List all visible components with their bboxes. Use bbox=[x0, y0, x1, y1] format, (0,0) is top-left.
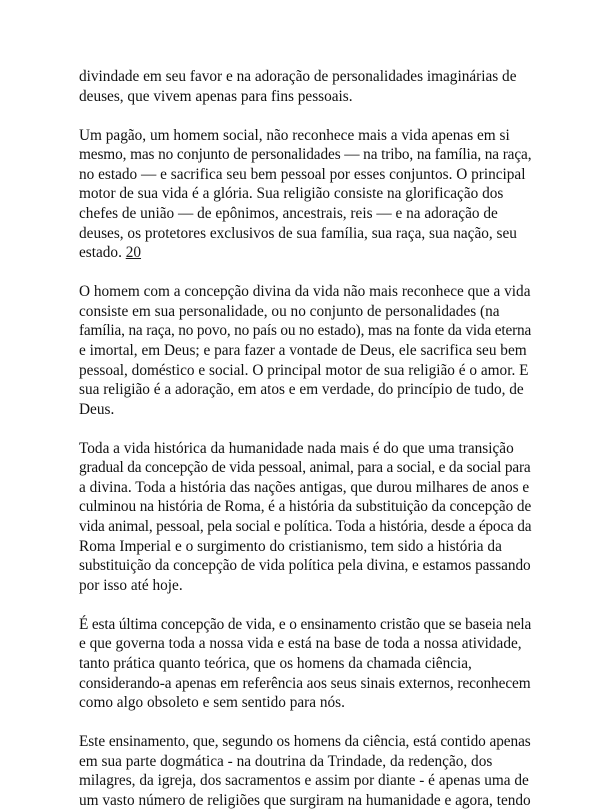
text-line: e que governa toda a nossa vida e está na base de toda a nossa atividade, bbox=[79, 635, 522, 653]
paragraph-2 bbox=[79, 126, 531, 263]
text-line: motor de sua vida é a glória. Sua religião consiste na glorificação dos bbox=[79, 185, 504, 203]
text-line: como algo obsoleto e sem sentido para nós. bbox=[79, 694, 345, 712]
text-line: milagres, da igreja, dos sacramentos e assim por diante - é apenas uma de bbox=[79, 772, 529, 790]
text-line: consiste em sua personalidade, ou no conjunto de personalidades (na bbox=[79, 302, 500, 320]
text-line: Um pagão, um homem social, não reconhece mais a vida apenas em si bbox=[79, 126, 510, 144]
text-line: Este ensinamento, que, segundo os homens da ciência, está contido apenas bbox=[79, 733, 531, 751]
text-line: por isso até hoje. bbox=[79, 576, 183, 594]
text-line: família, na raça, no povo, no país ou no estado), mas na fonte da vida eterna bbox=[79, 322, 532, 340]
text-line: sua religião é a adoração, em atos e em verdade, do princípio de tudo, de bbox=[79, 381, 524, 399]
paragraph-6 bbox=[79, 732, 531, 810]
text-line-end: estado. bbox=[79, 244, 122, 262]
text-line: pessoal, doméstico e social. O principal motor de sua religião é o amor. E bbox=[79, 361, 529, 379]
text-line: mesmo, mas no conjunto de personalidades — na tribo, na família, na raça, bbox=[79, 146, 532, 164]
text-line: vida animal, pessoal, pela social e política. Toda a história, desde a época da bbox=[79, 518, 532, 536]
text-line: gradual da concepção de vida pessoal, animal, para a social, e da social para bbox=[79, 459, 531, 477]
text-line: Roma Imperial e o surgimento do cristianismo, tem sido a história da bbox=[79, 537, 502, 555]
text-line: culminou na história de Roma, é a história da substituição da concepção de bbox=[79, 498, 532, 516]
text-line: chefes de união — de epônimos, ancestrais, reis — e na adoração de bbox=[79, 204, 498, 222]
paragraph-5 bbox=[79, 615, 531, 713]
text-line: em sua parte dogmática - na doutrina da Trindade, da redenção, dos bbox=[79, 752, 493, 770]
text-line-with-footnote bbox=[79, 243, 531, 263]
text-line: um vasto número de religiões que surgiram na humanidade e agora, tendo bbox=[79, 791, 531, 809]
text-line: O homem com a concepção divina da vida não mais reconhece que a vida bbox=[79, 283, 531, 301]
text-line: considerando-a apenas em referência aos seus sinais externos, reconhecem bbox=[79, 674, 531, 692]
text-line: no estado — e sacrifica seu bem pessoal por esses conjuntos. O principal bbox=[79, 165, 526, 183]
text-line: É esta última concepção de vida, e o ensinamento cristão que se baseia nela bbox=[79, 615, 532, 633]
text-line: a divina. Toda a história das nações antigas, que durou milhares de anos e bbox=[79, 478, 530, 496]
text-line: divindade em seu favor e na adoração de personalidades imaginárias de bbox=[79, 68, 517, 85]
text-line: Toda a vida histórica da humanidade nada mais é do que uma transição bbox=[79, 439, 514, 457]
text-line: deuses, que vivem apenas para fins pessoais. bbox=[79, 87, 353, 105]
paragraph-3 bbox=[79, 282, 531, 419]
text-line: substituição da concepção de vida política pela divina, e estamos passando bbox=[79, 557, 531, 575]
text-line: deuses, os protetores exclusivos de sua família, sua raça, sua nação, seu bbox=[79, 224, 517, 242]
document-body bbox=[79, 67, 531, 811]
text-line: tanto prática quanto teórica, que os homens da chamada ciência, bbox=[79, 655, 472, 672]
text-line: e imortal, em Deus; e para fazer a vontade de Deus, ele sacrifica seu bem bbox=[79, 341, 527, 359]
footnote-link[interactable]: 20 bbox=[125, 244, 142, 262]
text-line: Deus. bbox=[79, 400, 115, 418]
paragraph-1 bbox=[79, 67, 531, 106]
paragraph-4 bbox=[79, 439, 531, 596]
